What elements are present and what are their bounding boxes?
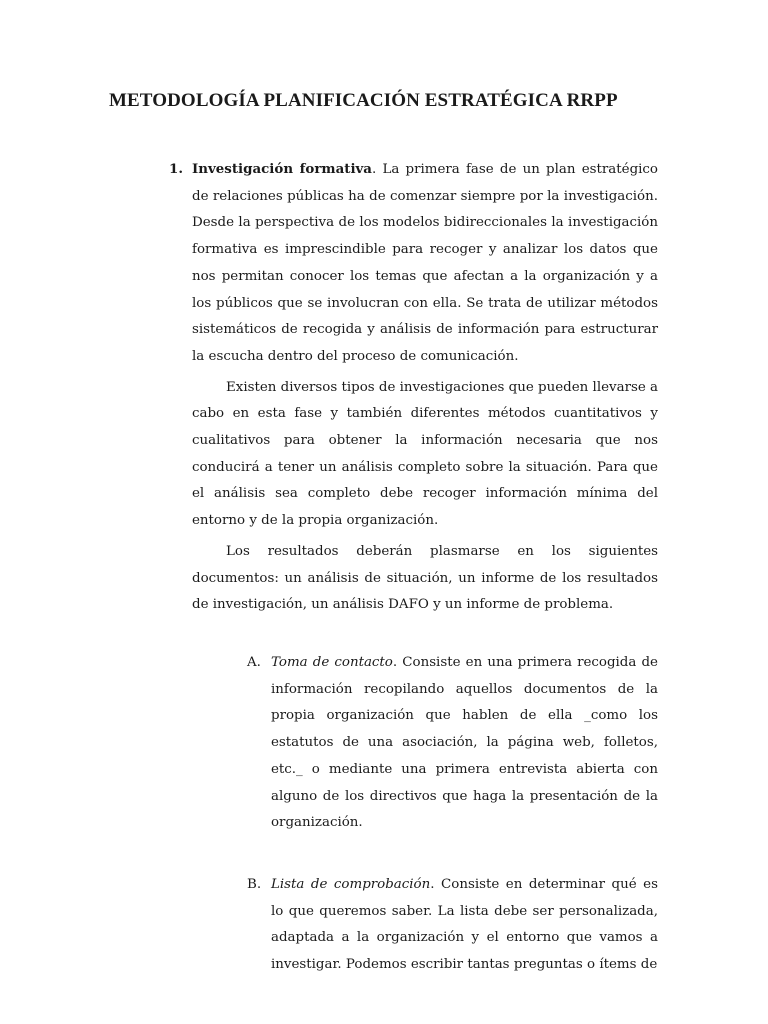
subitem-lista-de-comprobacion (247, 872, 658, 979)
subitem-paragraph (271, 872, 658, 979)
subitem-toma-de-contacto (247, 650, 658, 837)
subitem-term: Lista de comprobación (271, 877, 431, 892)
subitem-letter: B. (247, 877, 262, 892)
section-investigacion-formativa (169, 156, 659, 619)
section-paragraph-3: Los resultados deberán plasmarse en los siguientes documentos: un análisis de situación, un informe de los resultados de investigación, un análisis DAFO y un informe de problema. (192, 543, 658, 613)
page-title: METODOLOGÍA PLANIFICACIÓN ESTRATÉGICA RRPP (109, 90, 618, 111)
subitem-text: . Consiste en una primera recogida de información recopilando aquellos documentos de la propia organización que hablen de ella _como los estatutos de una asociación, la página web, folletos, etc._ o mediante una primera entrevista abierta con alguno de los directivos que haga la presentación de la organización. (271, 655, 658, 831)
subitem-text: . Consiste en determinar qué es lo que queremos saber. La lista debe ser personalizada, adaptada a la organización y el entorno que vamos a investigar. Podemos escribir tantas preguntas o ítems de (271, 877, 658, 973)
subitem-term: Toma de contacto (271, 655, 393, 670)
section-number: 1. (169, 161, 183, 177)
section-intro-paragraph (192, 156, 658, 371)
subitem-paragraph (271, 650, 658, 837)
section-paragraph-2: Existen diversos tipos de investigaciones que pueden llevarse a cabo en esta fase y también diferentes métodos cuantitativos y cualitativos para obtener la información necesaria que nos conducirá a tener un análisis completo sobre la situación. Para que el análisis sea completo debe recoger información mínima del entorno y de la propia organización. (192, 379, 659, 529)
section-intro-text: . La primera fase de un plan estratégico de relaciones públicas ha de comenzar siempre por la investigación. Desde la perspectiva de los modelos bidireccionales la investigación formativa es imprescindible para recoger y analizar los datos que nos permitan conocer los temas que afectan a la organización y a los públicos que se involucran con ella. Se trata de utilizar métodos sistemáticos de recogida y análisis de información para estructurar la escucha dentro del proceso de comunicación. (192, 162, 658, 364)
section-term: Investigación formativa (192, 161, 372, 177)
subitem-letter: A. (247, 655, 261, 670)
